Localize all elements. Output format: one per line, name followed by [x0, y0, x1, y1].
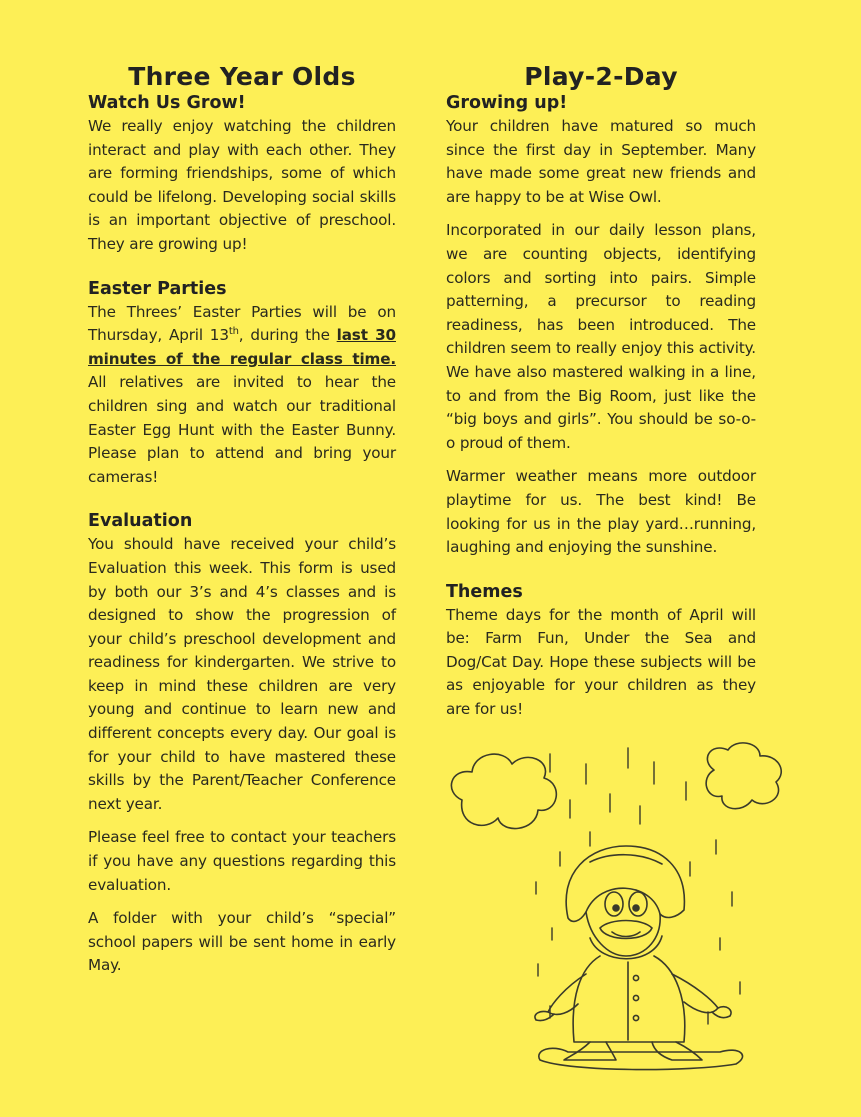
easter-text-b: , during the — [238, 326, 337, 345]
puddle — [539, 1048, 743, 1069]
growing-up-text-2: Incorporated in our daily lesson plans, we are counting objects, identifying colors and sorting into pairs. Simple patterning, a precursor to reading readiness, has been introduced. The children seem to really enjoy this activity. We have also mastered walking in a line, to and from the Big Room, just like the “big boys and girls”. You should be so-o-o proud of them. — [446, 221, 756, 452]
growing-up-text-1: Your children have matured so much since the first day in September. Many have made some great new friends and are happy to be at Wise Owl. — [446, 117, 756, 206]
rain-hat — [566, 846, 684, 921]
raincoat — [573, 956, 685, 1042]
watch-us-grow-heading: Watch Us Grow! — [88, 93, 246, 113]
watch-us-grow-text: We really enjoy watching the children interact and play with each other. They are forming friendships, some of which could be lifelong. Developing social skills is an important objective of preschool. They are growing up! — [88, 117, 396, 253]
themes-heading: Themes — [446, 581, 523, 602]
class-time-emphasis: last 30 minutes of the regular class time. — [88, 326, 396, 368]
right-title: Play-2-Day — [524, 62, 678, 91]
easter-parties-text — [88, 301, 396, 490]
evaluation-heading: Evaluation — [88, 511, 193, 532]
date-suffix: th — [228, 326, 239, 338]
duck-in-rain-icon — [440, 742, 790, 1072]
growing-up-text-3: Warmer weather means more outdoor playtime for us. The best kind! Be looking for us in the play yard…running, laughing and enjoying the sunshine. — [446, 467, 756, 557]
evaluation-text-2: Please feel free to contact your teachers if you have any questions regarding this evaluation. — [88, 828, 396, 894]
themes-text: Theme days for the month of April will be: Farm Fun, Under the Sea and Dog/Cat Day. Hope these subjects will be as enjoyable for your children as they are for us! — [446, 605, 756, 719]
growing-up-heading: Growing up! — [446, 93, 568, 113]
right-column — [446, 62, 756, 722]
duck-feet — [564, 1042, 616, 1060]
left-column — [88, 62, 396, 978]
easter-text-a: The Threes’ Easter Parties will be on Thursday, April 13 — [88, 302, 396, 345]
rain-drops — [536, 748, 740, 1024]
easter-parties-heading: Easter Parties — [88, 278, 227, 299]
evaluation-text-1: You should have received your child’s Evaluation this week. This form is used by both our 3’s and 4’s classes and is designed to show the progression of your child’s preschool development and readiness for kindergarten. We strive to keep in mind these children are very young and continue to learn new and different concepts every day. Our goal is for your child to have mastered these skills by the Parent/Teacher Conference next year. — [88, 535, 396, 813]
right-cloud-icon — [706, 743, 781, 809]
easter-text-c: All relatives are invited to hear the children sing and watch our traditional Easter Egg Hunt with the Easter Bunny. Please plan to attend and bring your cameras! — [88, 373, 396, 486]
left-cloud-icon — [451, 754, 556, 828]
left-title: Three Year Olds — [128, 62, 356, 91]
evaluation-text-3: A folder with your child’s “special” school papers will be sent home in early May. — [88, 909, 396, 975]
